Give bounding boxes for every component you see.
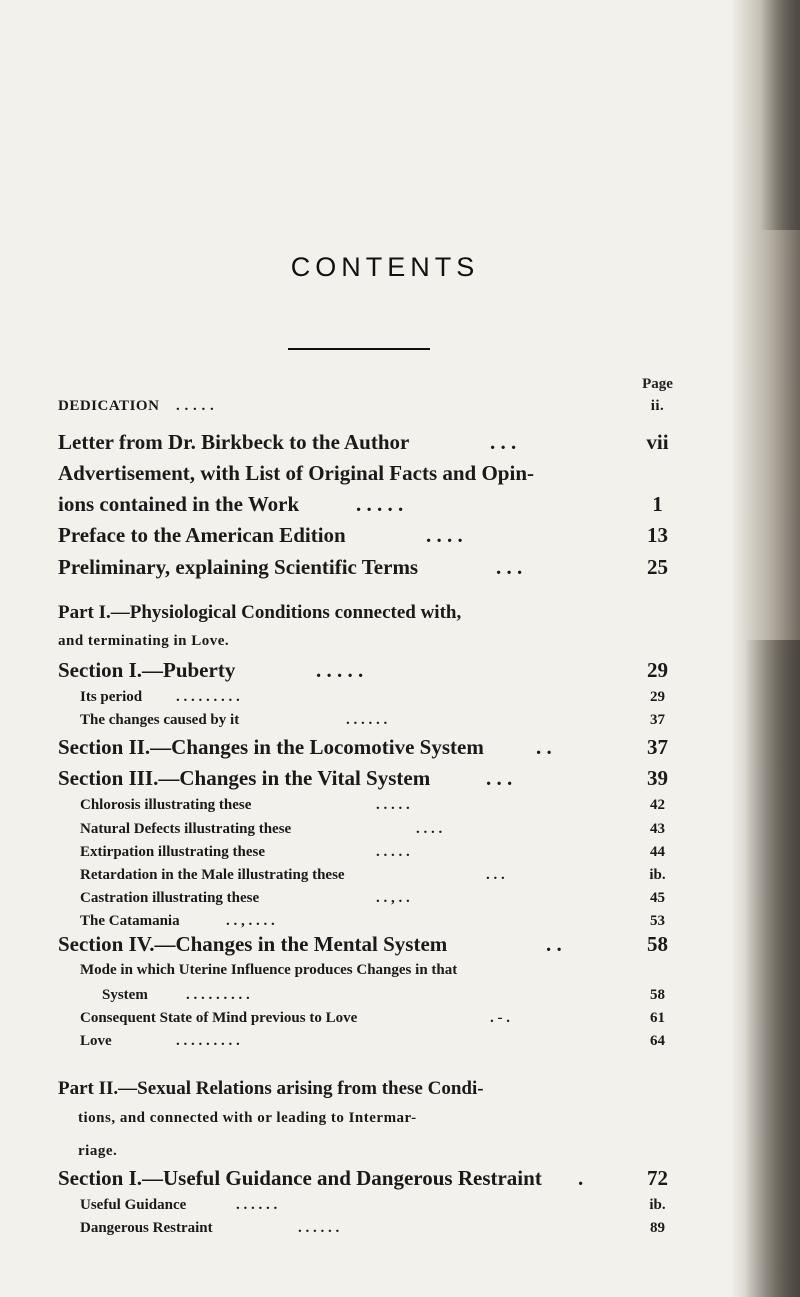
entry-text: Part I.—Physiological Conditions connected with,	[58, 602, 462, 623]
leader-dots: . . . .	[416, 821, 443, 837]
leader-dots: . . . . . .	[236, 1197, 278, 1213]
entry-text: Preliminary, explaining Scientific Terms	[58, 555, 419, 579]
page-number: ib.	[649, 867, 666, 883]
leader-dots: .	[578, 1166, 584, 1190]
entry-text: Preface to the American Edition	[58, 523, 346, 547]
leader-dots: . . , . . . .	[226, 913, 275, 929]
page-number: 44	[650, 844, 665, 860]
page-number: 37	[647, 735, 668, 759]
page-number: 58	[647, 932, 668, 956]
leader-dots: . .	[546, 932, 562, 956]
entry-text: ions contained in the Work	[58, 492, 300, 516]
page-number: 25	[647, 555, 668, 579]
leader-dots: . .	[536, 735, 552, 759]
page-number: 37	[650, 712, 665, 728]
title-rule	[288, 348, 430, 350]
leader-dots: . . . . .	[376, 844, 410, 860]
page-number: 43	[650, 821, 665, 837]
leader-dots: . . . . . . . . .	[176, 1033, 240, 1049]
leader-dots: . . . . .	[356, 492, 404, 516]
entry-text: Mode in which Uterine Influence produces Changes in that	[80, 962, 458, 978]
entry-text: Love	[80, 1033, 112, 1049]
entry-text: System	[102, 987, 148, 1003]
entry-text: and terminating in Love.	[58, 633, 230, 649]
leader-dots: . . .	[486, 766, 513, 790]
entry-text: Consequent State of Mind previous to Love	[80, 1010, 358, 1026]
leader-dots: . . . . . . . . .	[186, 987, 250, 1003]
page-number: ib.	[649, 1197, 666, 1213]
entry-text: Castration illustrating these	[80, 890, 260, 906]
leader-dots: . . . .	[426, 523, 463, 547]
entry-text: Section I.—Useful Guidance and Dangerous Restraint	[58, 1166, 542, 1190]
entry-text: Part II.—Sexual Relations arising from these Condi-	[58, 1078, 484, 1099]
leader-dots: . . . . .	[376, 797, 410, 813]
leader-dots: . - .	[490, 1010, 510, 1026]
page-number: 29	[647, 658, 668, 682]
entry-text: riage.	[78, 1143, 118, 1159]
page-number: 39	[647, 766, 668, 790]
leader-dots: . . , . .	[376, 890, 410, 906]
entry-text: Section I.—Puberty	[58, 658, 236, 682]
entry-text: Extirpation illustrating these	[80, 844, 266, 860]
entry-text: The changes caused by it	[80, 712, 240, 728]
page-number: 29	[650, 689, 665, 705]
page-number: 53	[650, 913, 665, 929]
entry-text: Section IV.—Changes in the Mental System	[58, 932, 448, 956]
page-number: 64	[650, 1033, 665, 1049]
entry-text: Retardation in the Male illustrating these	[80, 867, 345, 883]
leader-dots: . . .	[490, 430, 517, 454]
entry-text: Natural Defects illustrating these	[80, 821, 292, 837]
entry-text: Advertisement, with List of Original Facts and Opin-	[58, 461, 534, 485]
page-number: 72	[647, 1166, 668, 1190]
page-number: 13	[647, 523, 668, 547]
entry-text: Chlorosis illustrating these	[80, 797, 252, 813]
leader-dots: . . .	[486, 867, 505, 883]
entry-text: Useful Guidance	[80, 1197, 187, 1213]
leader-dots: . . . . . .	[298, 1220, 340, 1236]
page-edge-dark-top	[760, 0, 800, 230]
page-number: vii	[646, 430, 669, 454]
page-column-header: Page	[642, 376, 673, 392]
entry-text: Dangerous Restraint	[80, 1220, 213, 1236]
entry-text: Letter from Dr. Birkbeck to the Author	[58, 430, 410, 454]
entry-text: Section III.—Changes in the Vital System	[58, 766, 431, 790]
entry-text: The Catamania	[80, 913, 180, 929]
leader-dots: . . . . . .	[346, 712, 388, 728]
entry-text: Section II.—Changes in the Locomotive System	[58, 735, 484, 759]
leader-dots: . . . . .	[176, 398, 215, 414]
page-number: 89	[650, 1220, 665, 1236]
page-edge-dark-bottom	[745, 640, 800, 1297]
page-number: 58	[650, 987, 665, 1003]
leader-dots: . . .	[496, 555, 523, 579]
leader-dots: . . . . . . . . .	[176, 689, 240, 705]
entry-text: DEDICATION	[58, 398, 160, 414]
leader-dots: . . . . .	[316, 658, 364, 682]
page-number: 45	[650, 890, 665, 906]
page-number: 1	[652, 492, 663, 516]
entry-text: tions, and connected with or leading to Intermar-	[78, 1110, 417, 1126]
page-number: ii.	[650, 398, 665, 414]
page-title: CONTENTS	[290, 252, 480, 282]
page-number: 61	[650, 1010, 665, 1026]
entry-text: Its period	[80, 689, 143, 705]
page-number: 42	[650, 797, 665, 813]
